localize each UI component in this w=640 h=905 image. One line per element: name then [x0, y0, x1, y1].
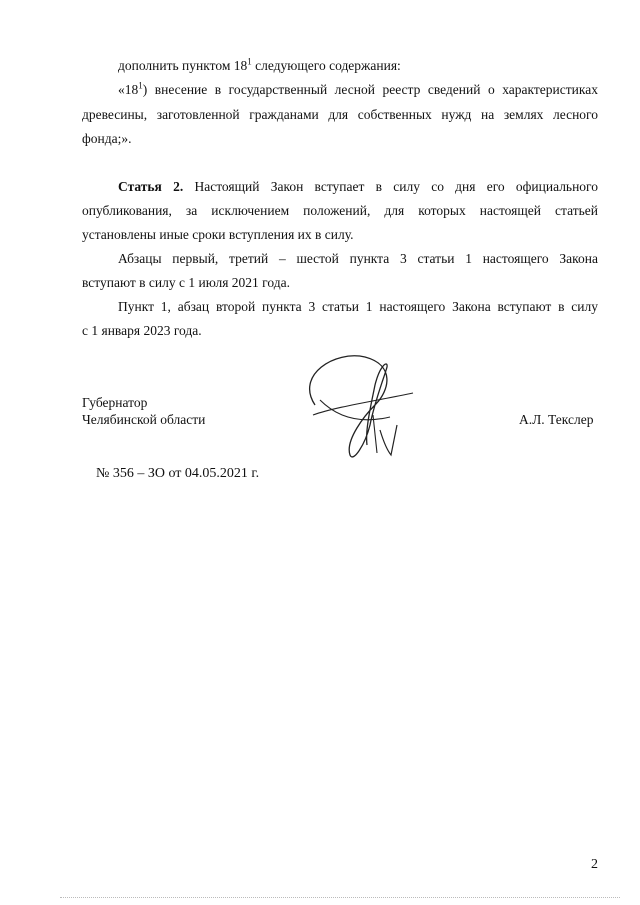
amendment-item-line1: «$18^1$) внесение в государственный лесной реестр сведений о характеристиках — [118, 80, 598, 97]
amendment-intro: дополнить пунктом $18^1$ следующего содержания: — [118, 56, 401, 73]
article2-paragraph1-line2: опубликования, за исключением положений, для которых настоящей статьей — [82, 203, 598, 218]
article2-paragraph3-line1: Пункт 1, абзац второй пункта 3 статьи 1 настоящего Закона вступают в силу — [118, 299, 598, 314]
article2-paragraph2-line1: Абзацы первый, третий – шестой пункта 3 статьи 1 настоящего Закона — [118, 251, 598, 266]
signatory-title-line2: Челябинской области — [82, 412, 206, 427]
amendment-item-line3: фонда;». — [82, 131, 132, 146]
article2-label: Статья 2. — [118, 179, 184, 194]
article2-paragraph1-line1: Статья 2. Настоящий Закон вступает в силу со дня его официального — [118, 179, 599, 194]
signatory-name: А.Л. Текслер — [519, 412, 594, 427]
page-number: 2 — [591, 857, 598, 872]
handwritten-signature — [295, 345, 420, 465]
article2-paragraph1-line3: установлены иные сроки вступления их в силу. — [82, 227, 354, 242]
law-number: № 356 – ЗО от 04.05.2021 г. — [96, 466, 260, 481]
bottom-edge-rule — [60, 897, 620, 899]
amendment-item-line2: древесины, заготовленной гражданами для собственных нужд на землях лесного — [82, 107, 598, 122]
article2-paragraph3-line2: с 1 января 2023 года. — [82, 323, 202, 338]
article2-paragraph2-line2: вступают в силу с 1 июля 2021 года. — [82, 275, 290, 290]
signatory-title-line1: Губернатор — [82, 395, 148, 410]
